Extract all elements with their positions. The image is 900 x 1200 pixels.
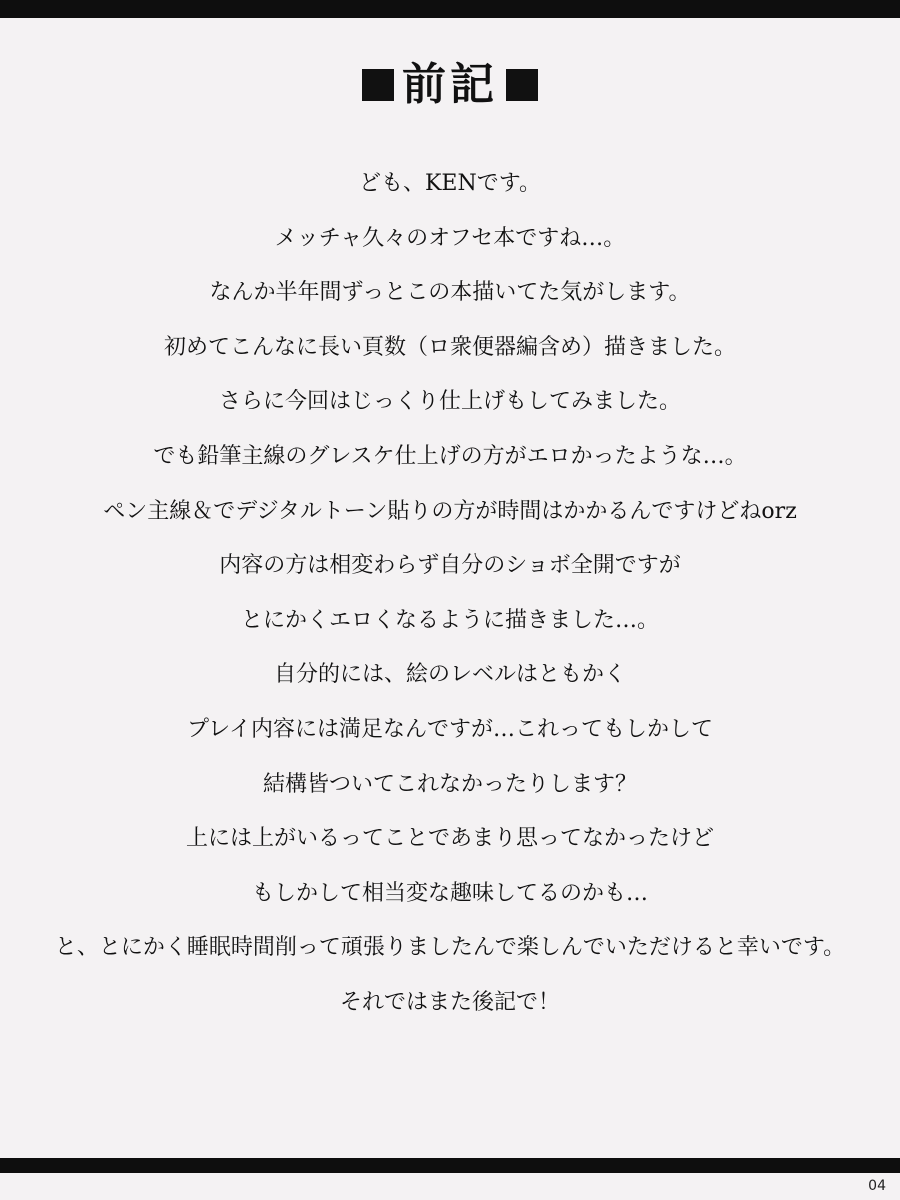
body-line: 初めてこんなに長い頁数（ロ衆便器編含め）描きました。 <box>163 334 736 360</box>
body-line: メッチャ久々のオフセ本ですね…。 <box>274 225 626 251</box>
body-line: 内容の方は相変わらず自分のショボ全開ですが <box>219 553 681 579</box>
body-line: 上には上がいるってことであまり思ってなかったけど <box>185 826 714 852</box>
page-title-text: 前記 <box>402 59 498 110</box>
black-square-icon-left <box>362 69 394 101</box>
body-line: と、とにかく睡眠時間削って頑張りましたんで楽しんでいただけると幸いです。 <box>54 935 846 961</box>
body-line: それではまた後記で！ <box>339 989 560 1015</box>
body-line: でも鉛筆主線のグレスケ仕上げの方がエロかったような…。 <box>153 443 747 469</box>
body-line: なんか半年間ずっとこの本描いてた気がします。 <box>209 280 691 306</box>
bottom-border-bar <box>0 1158 900 1173</box>
body-line: もしかして相当変な趣味してるのかも… <box>251 880 648 906</box>
body-line: プレイ内容には満足なんですが…これってもしかして <box>186 716 714 742</box>
body-line: ども、KENです。 <box>359 171 541 196</box>
preface-body <box>0 162 900 1036</box>
body-line: さらに今回はじっくり仕上げもしてみました。 <box>218 389 681 415</box>
black-square-icon-right <box>506 69 538 101</box>
top-border-bar <box>0 0 900 18</box>
page-number: 04 <box>868 1178 886 1194</box>
body-line: ペン主線＆でデジタルトーン貼りの方が時間はかかるんですけどねorz <box>103 498 797 524</box>
body-line: とにかくエロくなるように描きました…。 <box>240 607 659 633</box>
page-title <box>0 50 900 120</box>
body-line: 結構皆ついてこれなかったりします？ <box>262 771 637 797</box>
body-line: 自分的には、絵のレベルはともかく <box>273 662 626 688</box>
